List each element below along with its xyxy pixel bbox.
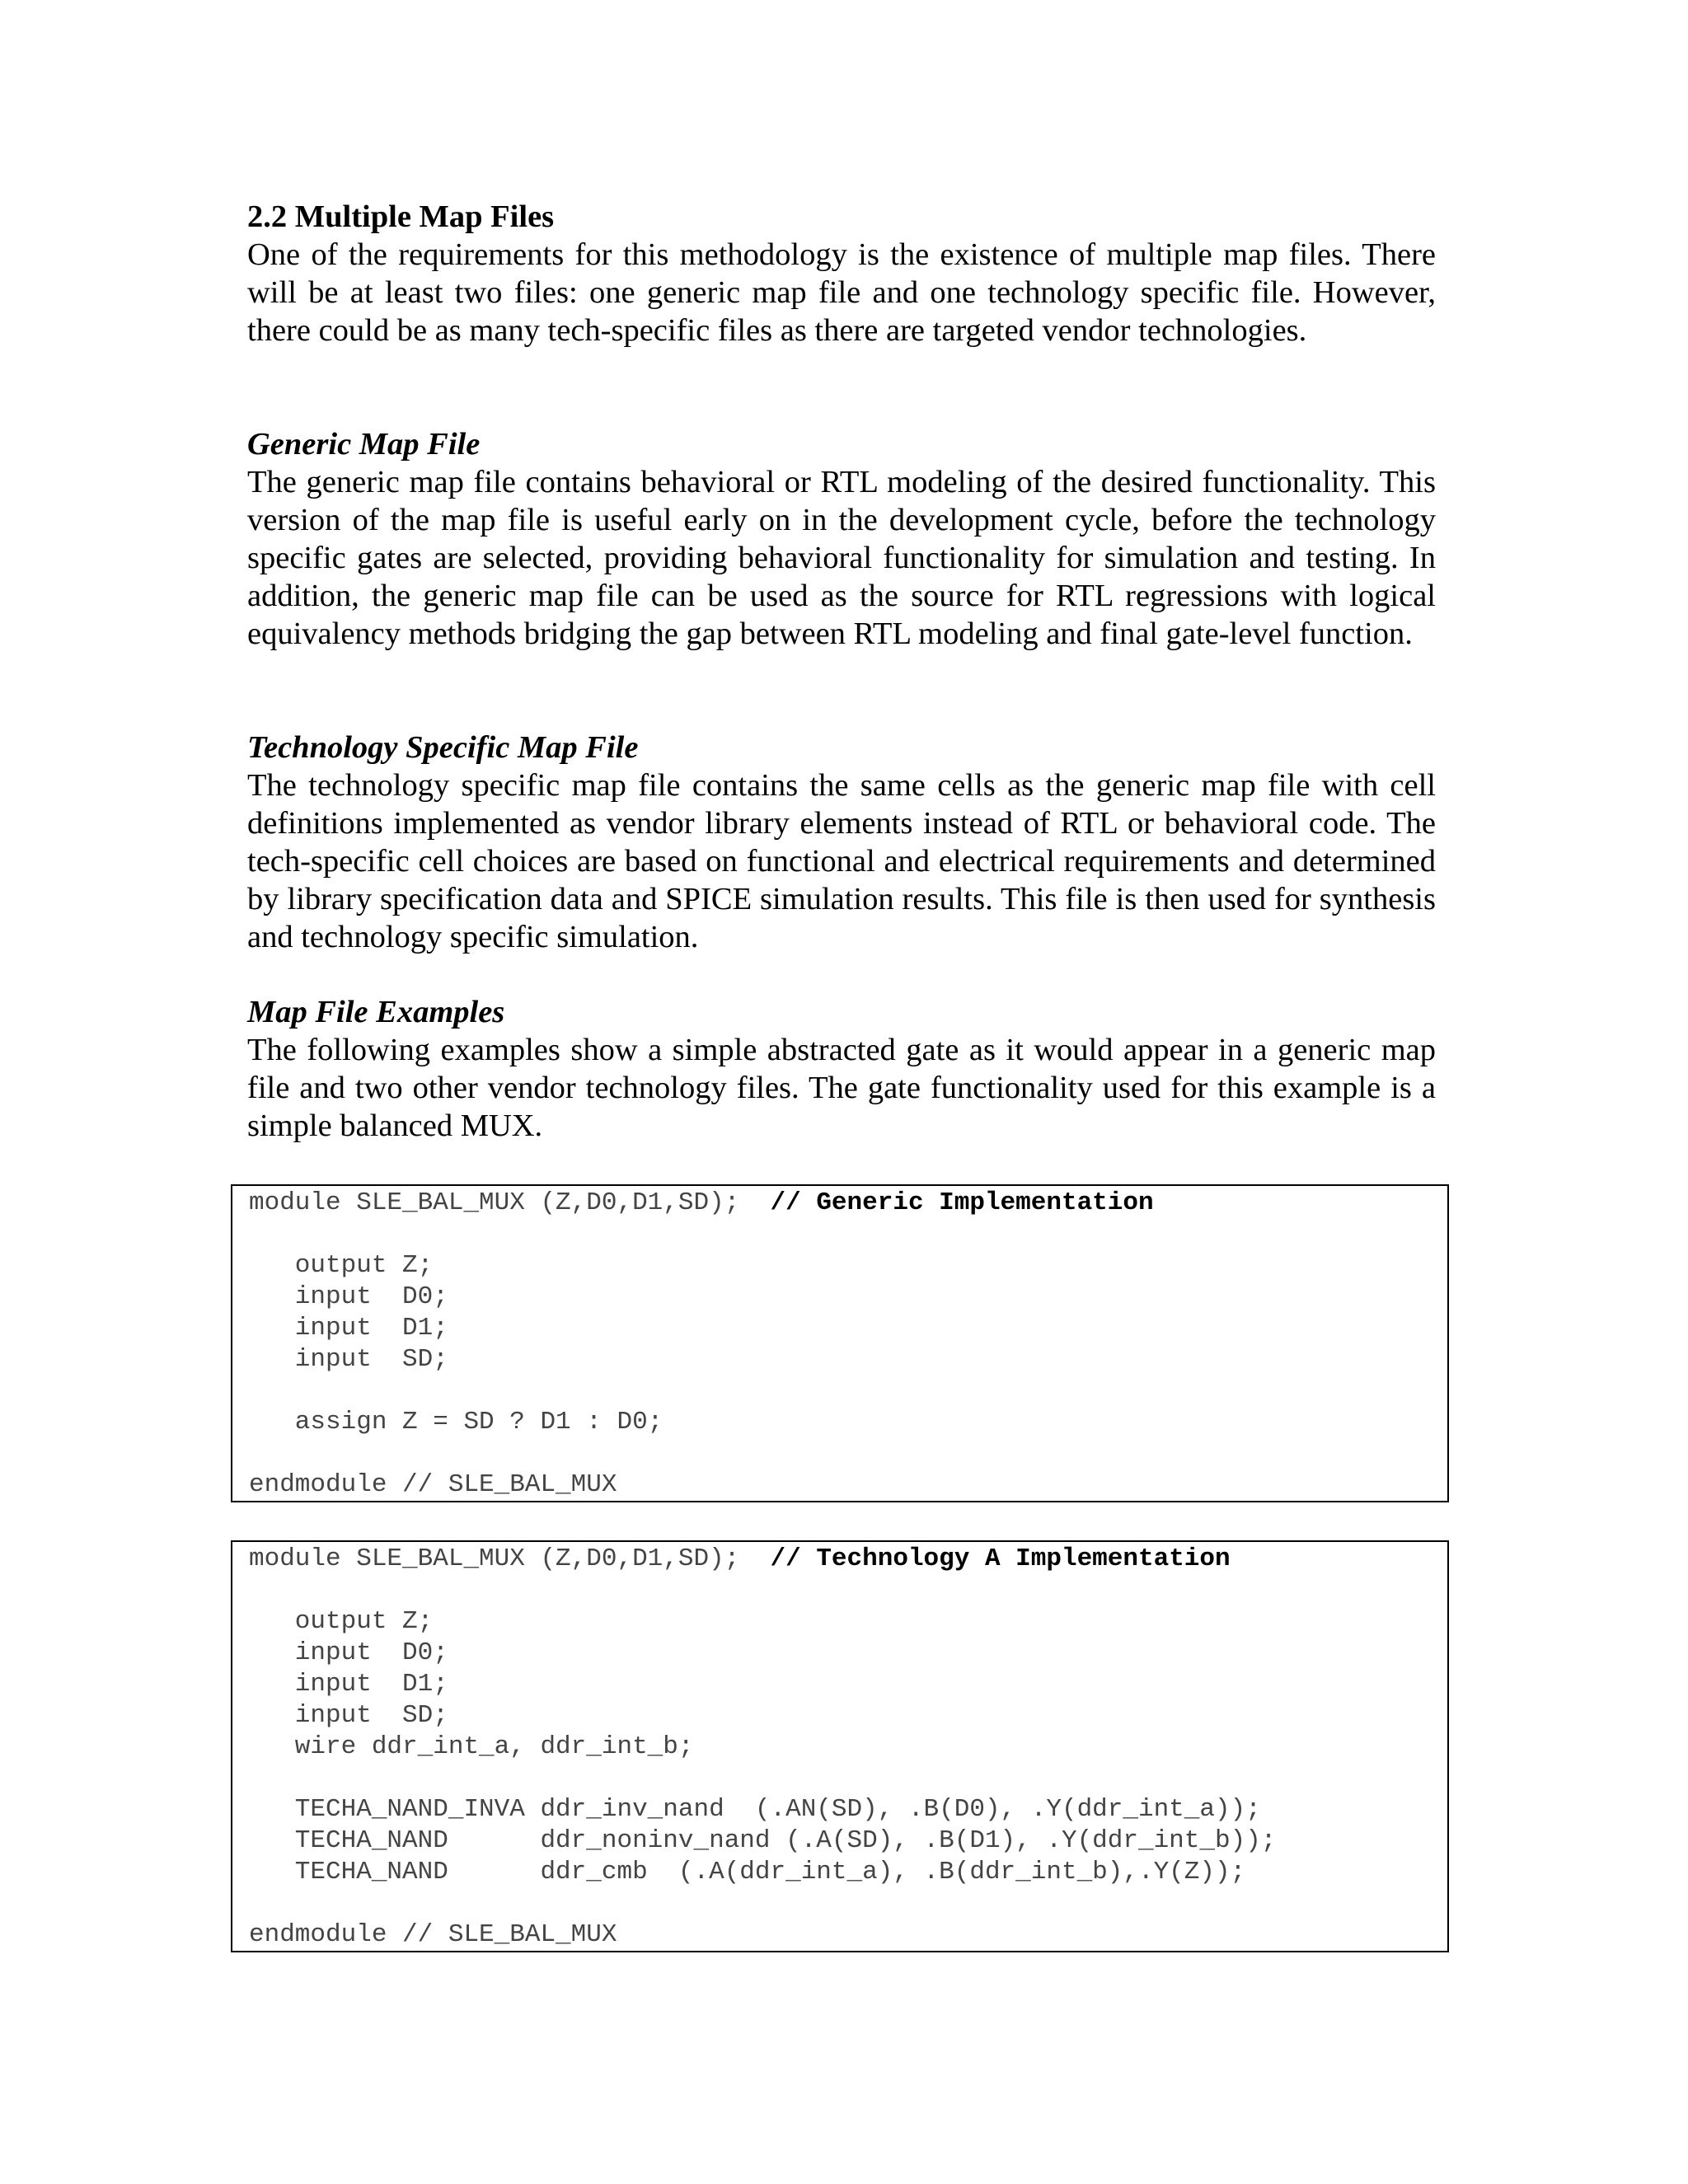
code-line: endmodule // SLE_BAL_MUX [249,1470,617,1499]
code-line: TECHA_NAND_INVA ddr_inv_nand (.AN(SD), .B(D0), .Y(ddr_int_a)); [249,1795,1261,1824]
code-comment: // Generic Implementation [770,1188,1154,1217]
subsection-heading: Technology Specific Map File [247,730,639,765]
code-line: wire ddr_int_a, ddr_int_b; [249,1732,694,1761]
subsection-heading: Map File Examples [247,995,505,1029]
code-line: endmodule // SLE_BAL_MUX [249,1920,617,1949]
code-line: input D1; [249,1670,448,1699]
subsection-heading: Generic Map File [247,427,481,462]
section-generic-map-file [247,425,1436,653]
code-line: output Z; [249,1607,434,1636]
section-multiple-map-files [247,198,1436,349]
code-line: input D0; [249,1282,448,1311]
code-line [249,1763,1447,1794]
code-block-technology-a [231,1540,1449,1952]
code-line [249,1219,1447,1250]
subsection-paragraph: The following examples show a simple abstracted gate as it would appear in a generic map file and two other vendor technology files. The gate functionality used for this example is a simple balanced MUX. [247,1033,1436,1143]
code-text: module SLE_BAL_MUX (Z,D0,D1,SD); [249,1188,771,1217]
code-line: input D0; [249,1638,448,1667]
code-line: assign Z = SD ? D1 : D0; [249,1408,663,1436]
code-text: module SLE_BAL_MUX (Z,D0,D1,SD); [249,1544,771,1573]
section-heading: 2.2 Multiple Map Files [247,199,555,234]
subsection-paragraph: The generic map file contains behavioral or RTL modeling of the desired functionality. This version of the map file is useful early on in the development cycle, before the technology specific gates are selected, providing behavioral functionality for simulation and testing. In addition, the generic map file can be used as the source for RTL regressions with logical equivalency methods bridging the gap between RTL modeling and final gate-level function. [247,465,1436,651]
code-line [249,1438,1447,1469]
code-block-generic [231,1184,1449,1502]
code-line: output Z; [249,1251,434,1280]
code-line [249,1888,1447,1919]
code-line [249,1575,1447,1606]
section-paragraph: One of the requirements for this methodology is the existence of multiple map files. There will be at least two files: one generic map file and one technology specific file. However, there could be as many tech-specific files as there are targeted vendor technologies. [247,237,1436,348]
subsection-paragraph: The technology specific map file contains the same cells as the generic map file with cell definitions implemented as vendor library elements instead of RTL or behavioral code. The tech-specific cell choices are based on functional and electrical requirements and determined by library specification data and SPICE simulation results. This file is then used for synthesis and technology specific simulation. [247,768,1436,954]
code-line [249,1376,1447,1407]
code-line: input D1; [249,1314,448,1343]
code-line: TECHA_NAND ddr_cmb (.A(ddr_int_a), .B(ddr_int_b),.Y(Z)); [249,1858,1246,1886]
code-line: input SD; [249,1701,448,1730]
code-line [249,1544,1447,1575]
code-comment: // Technology A Implementation [770,1544,1231,1573]
code-line: input SD; [249,1345,448,1374]
section-technology-specific-map-file [247,729,1436,956]
section-map-file-examples [247,993,1436,1145]
code-line [249,1188,1447,1219]
code-line: TECHA_NAND ddr_noninv_nand (.A(SD), .B(D1), .Y(ddr_int_b)); [249,1826,1277,1855]
